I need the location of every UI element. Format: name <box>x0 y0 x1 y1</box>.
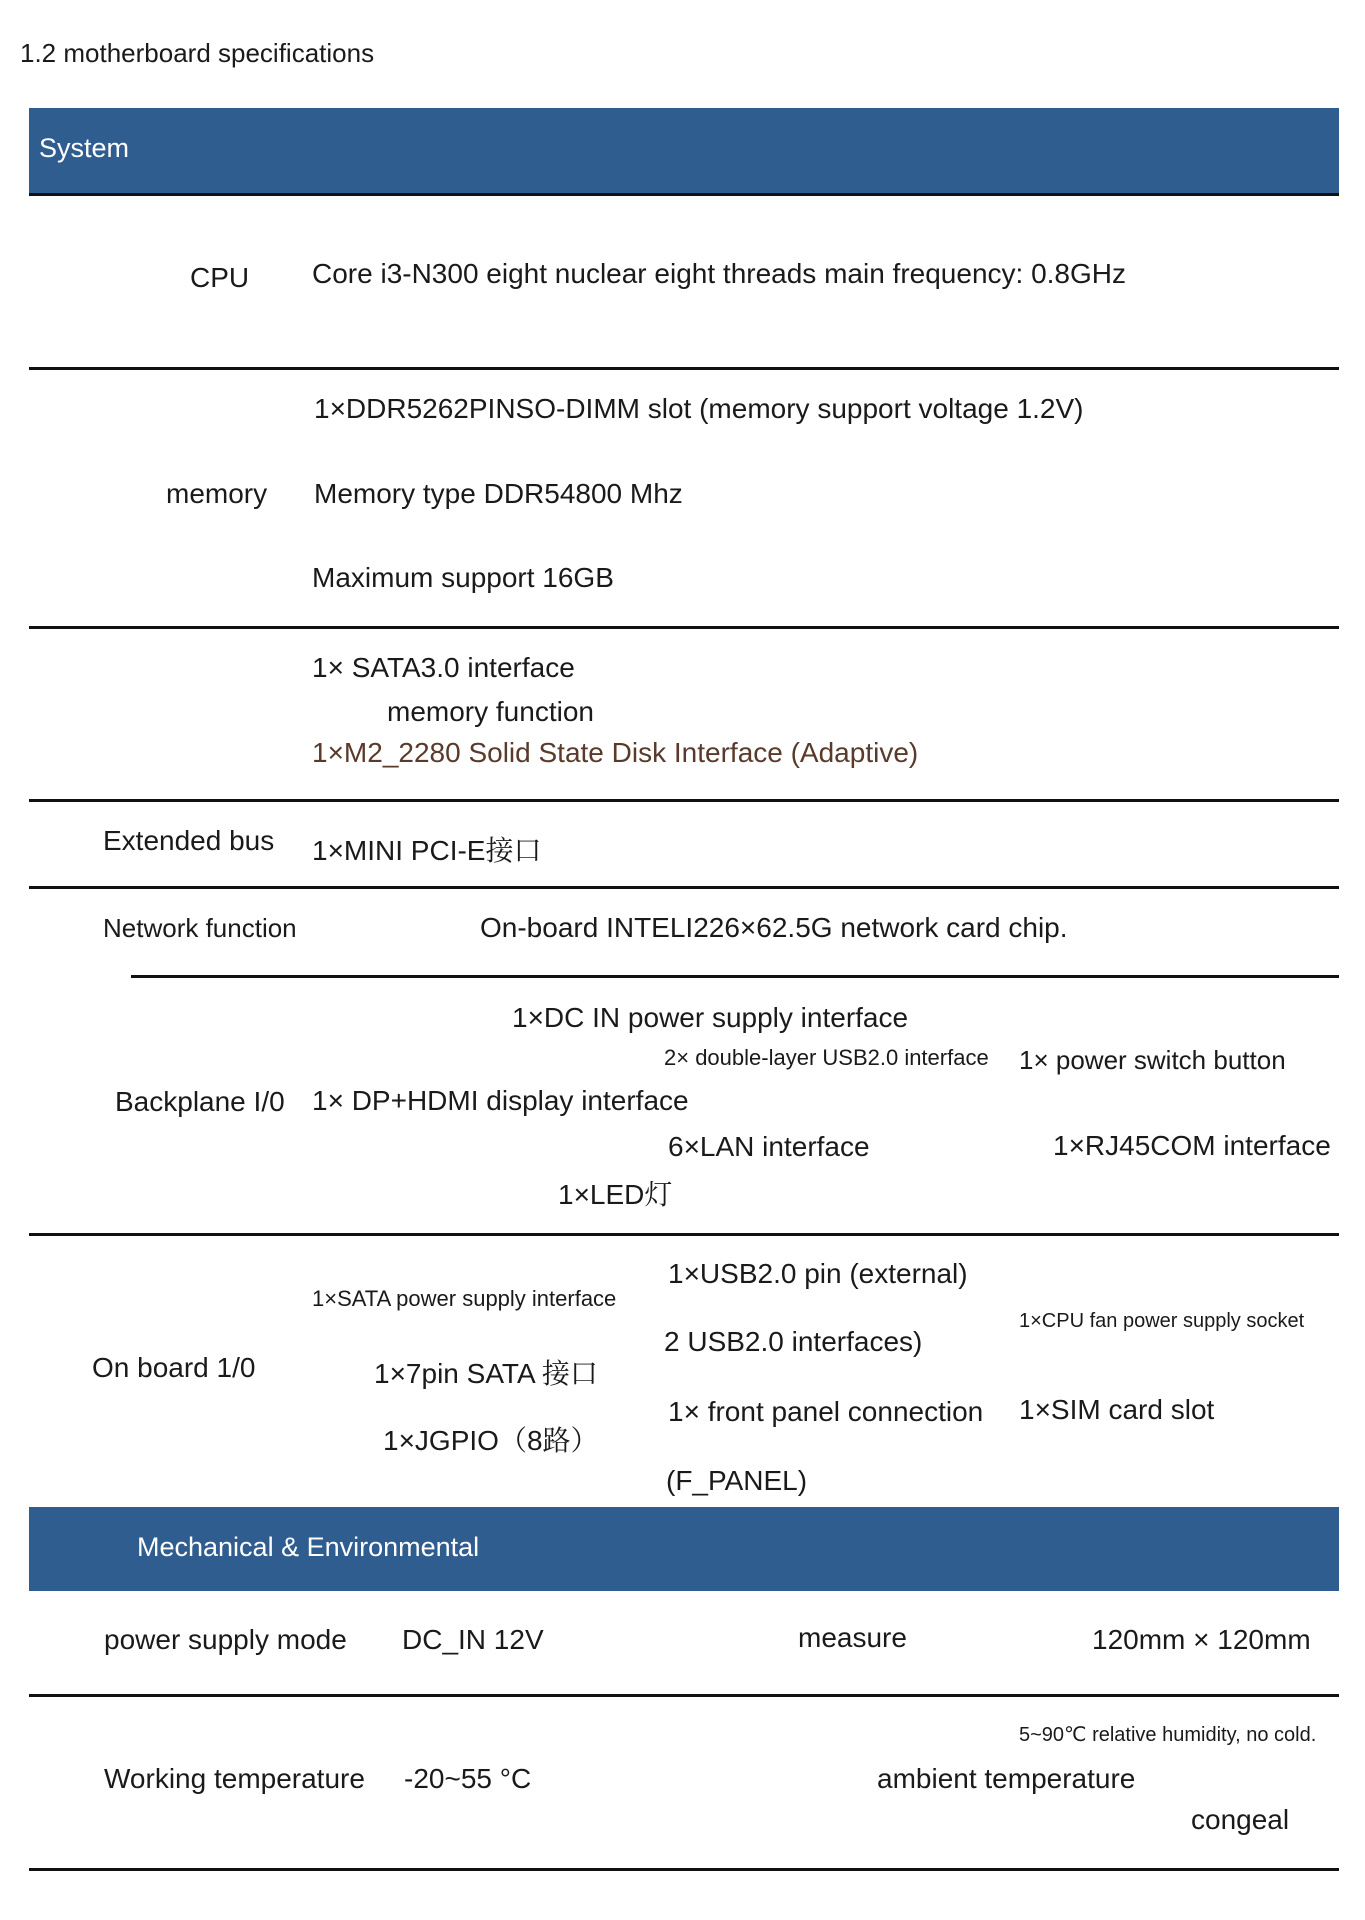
congeal-text: congeal <box>1191 1804 1290 1835</box>
measure-value: 120mm × 120mm <box>1092 1624 1311 1655</box>
row-divider <box>131 975 1339 978</box>
extended-bus-value: 1×MINI PCI-E接口 <box>312 835 542 866</box>
power-supply-value: DC_IN 12V <box>402 1624 544 1655</box>
measure-label: measure <box>798 1622 907 1653</box>
onboard-label: On board 1/0 <box>92 1352 256 1383</box>
onboard-usb-pin: 1×USB2.0 pin (external) <box>668 1258 968 1289</box>
system-header <box>29 108 1339 193</box>
storage-function: memory function <box>387 696 594 727</box>
system-header-label: System <box>39 133 130 163</box>
working-temperature-label: Working temperature <box>104 1763 365 1794</box>
backplane-lan: 6×LAN interface <box>668 1131 870 1162</box>
working-temperature-value: -20~55 °C <box>404 1763 532 1794</box>
row-divider <box>29 886 1339 889</box>
system-header-rule <box>29 193 1339 196</box>
onboard-sim-slot: 1×SIM card slot <box>1019 1394 1215 1425</box>
row-divider <box>29 626 1339 629</box>
network-label: Network function <box>103 913 297 943</box>
memory-label: memory <box>166 478 268 509</box>
memory-slot: 1×DDR5262PINSO-DIMM slot (memory support voltage 1.2V) <box>314 393 1084 424</box>
page-title: 1.2 motherboard specifications <box>20 38 375 68</box>
network-value: On-board INTELI226×62.5G network card chip. <box>480 912 1068 943</box>
onboard-front-panel: 1× front panel connection <box>668 1396 984 1427</box>
onboard-usb-interfaces: 2 USB2.0 interfaces) <box>664 1326 923 1357</box>
backplane-power-button: 1× power switch button <box>1019 1045 1286 1075</box>
backplane-usb: 2× double-layer USB2.0 interface <box>664 1045 989 1070</box>
mechanical-header <box>29 1507 1339 1591</box>
onboard-f-panel: (F_PANEL) <box>666 1465 808 1496</box>
ambient-temperature-label: ambient temperature <box>877 1763 1136 1794</box>
row-divider <box>29 1868 1339 1871</box>
row-divider <box>29 367 1339 370</box>
row-divider <box>29 1233 1339 1236</box>
row-divider <box>29 799 1339 802</box>
onboard-sata-power: 1×SATA power supply interface <box>312 1286 617 1311</box>
row-divider <box>29 1694 1339 1697</box>
storage-m2: 1×M2_2280 Solid State Disk Interface (Adaptive) <box>312 737 919 768</box>
storage-sata: 1× SATA3.0 interface <box>312 652 575 683</box>
humidity-value: 5~90℃ relative humidity, no cold. <box>1019 1724 1317 1746</box>
onboard-7pin-sata: 1×7pin SATA 接口 <box>374 1358 598 1389</box>
backplane-display: 1× DP+HDMI display interface <box>312 1085 689 1116</box>
mechanical-header-label: Mechanical & Environmental <box>137 1532 480 1562</box>
backplane-dc-in: 1×DC IN power supply interface <box>512 1002 909 1033</box>
backplane-rj45com: 1×RJ45COM interface <box>1053 1130 1331 1161</box>
cpu-label: CPU <box>190 262 250 293</box>
backplane-led: 1×LED灯 <box>558 1179 673 1210</box>
extended-bus-label: Extended bus <box>103 825 275 856</box>
memory-type: Memory type DDR54800 Mhz <box>314 478 683 509</box>
backplane-label: Backplane I/0 <box>115 1086 285 1117</box>
cpu-value: Core i3-N300 eight nuclear eight threads main frequency: 0.8GHz <box>312 258 1126 289</box>
onboard-cpu-fan: 1×CPU fan power supply socket <box>1019 1310 1305 1332</box>
memory-max: Maximum support 16GB <box>312 562 614 593</box>
power-supply-label: power supply mode <box>104 1624 347 1655</box>
onboard-jgpio: 1×JGPIO（8路） <box>383 1425 599 1456</box>
